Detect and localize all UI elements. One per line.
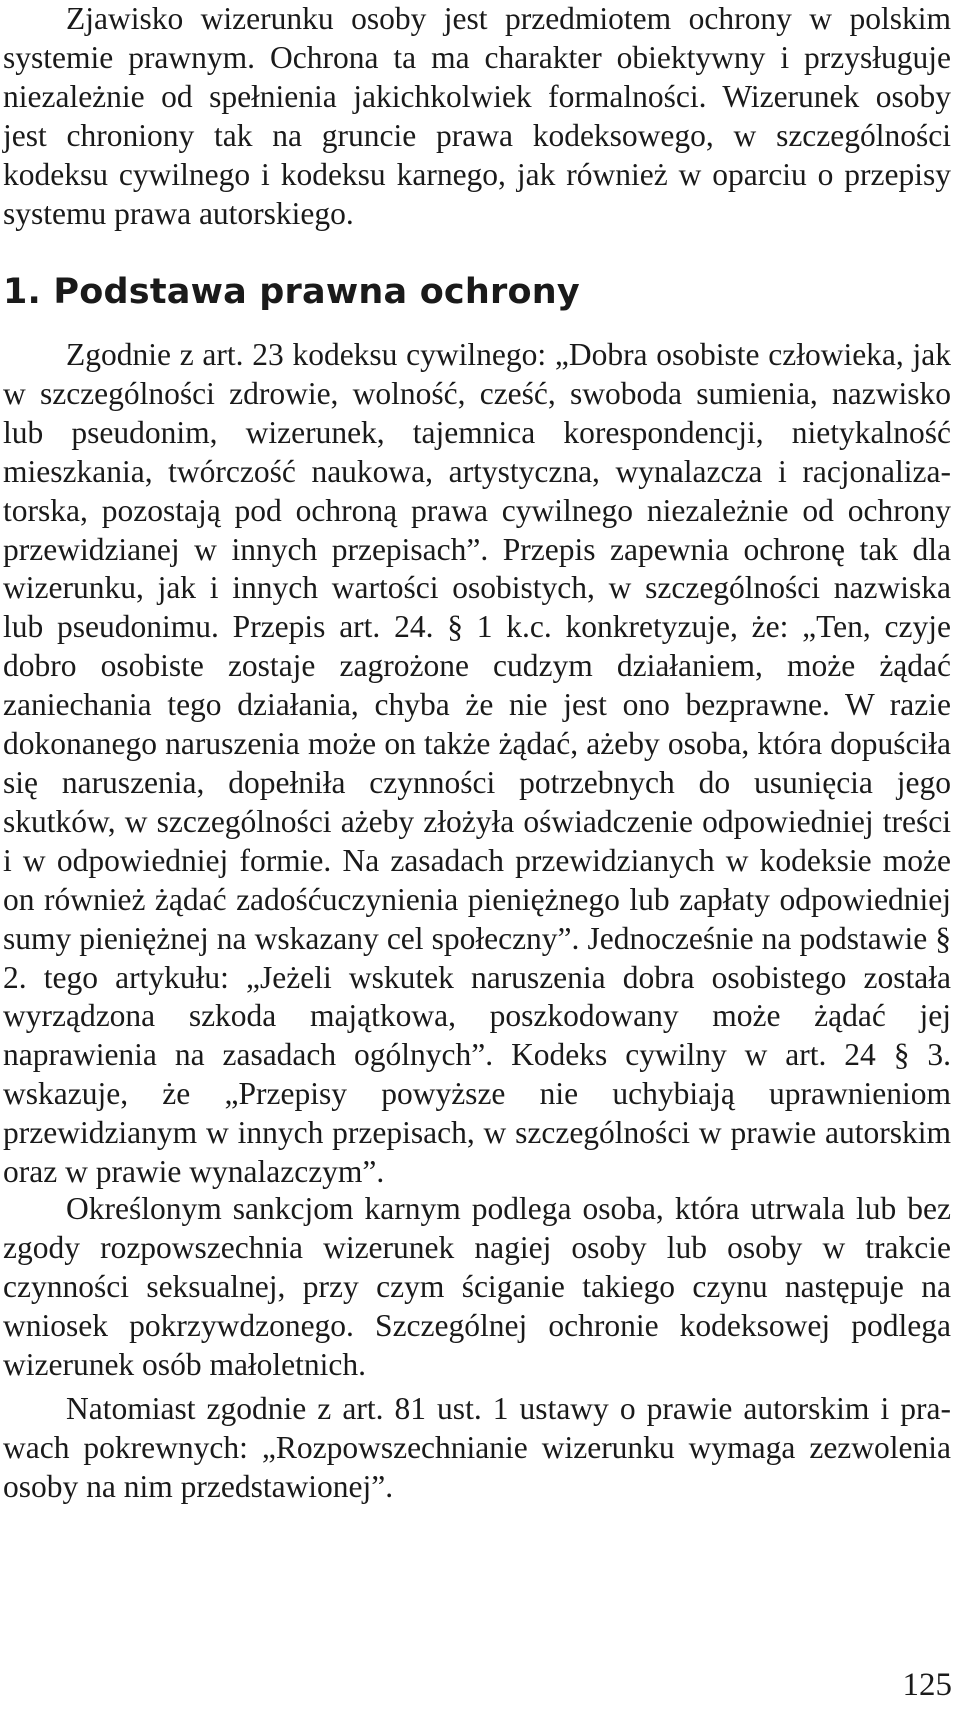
body-paragraph-criminal-sanctions: Określonym sankcjom karnym podlega osoba, która utrwala lub bez zgody rozpowszechnia wizerunek nagiej osoby lub osoby w trakcie czynności seksualnej, przy czym ściganie takiego czynu następuje na wniosek pokrzywdzonego. Szczególnej ochronie kodeksowej podlega wizerunek osób małoletnich. bbox=[3, 1191, 951, 1382]
body-paragraph-civil-code: Zgodnie z art. 23 kodeksu cywilnego: „Dobra osobiste człowieka, jak w szczególności zdrowie, wolność, cześć, swoboda sumienia, nazwisko lub pseudonim, wizerunek, tajemnica korespondencji, nietykalność mieszkania, twórczość naukowa, artystyczna, wynalazcza i racjonalizatorska, pozostają pod ochroną prawa cywilnego niezależnie od ochrony przewidzianej w innych przepisach”. Przepis zapewnia ochronę tak dla wizerunku, jak i innych wartości osobistych, w szczególności nazwiska lub pseudonimu. Przepis art. 24. § 1 k.c. konkretyzuje, że: „Ten, czyje dobro osobiste zostaje zagrożone cudzym działaniem, może żądać zaniechania tego działania, chyba że nie jest ono bezprawne. W razie dokonanego naruszenia może on także żądać, ażeby osoba, która dopuściła się naruszenia, dopełniła czynności potrzebnych do usunięcia jego skutków, w szczególności ażeby złożyła oświadczenie odpowiedniej treści i w odpowiedniej formie. Na zasadach przewidzianych w kodeksie może on również żądać zadośćuczynienia pieniężnego lub zapłaty odpowiedniej sumy pieniężnej na wskazany cel społeczny”. Jednocześnie na podstawie § 2. tego artykułu: „Jeżeli wskutek naruszenia dobra osobistego została wyrządzona szkoda majątkowa, poszkodowany może żądać jej naprawienia na zasadach ogólnych”. Kodeks cywilny w art. 24 § 3. wskazuje, że „Przepisy powyższe nie uchybiają uprawnieniom przewidzianym w innych przepisach, w szczególności w prawie autorskim oraz w prawie wynalazczym”. bbox=[3, 337, 951, 1190]
section-heading: 1. Podstawa prawna ochrony bbox=[3, 272, 580, 312]
page-number: 125 bbox=[902, 1667, 952, 1703]
intro-paragraph: Zjawisko wizerunku osoby jest przedmiotem ochrony w polskim systemie prawnym. Ochrona ta ma charakter obiektywny i przysługuje niezależnie od spełnienia jakichkolwiek formalności. Wizerunek osoby jest chroniony tak na gruncie prawa kodeksowego, w szczególności kodeksu cywilnego i kodeksu karnego, jak również w oparciu o przepisy systemu prawa autorskiego. bbox=[3, 1, 951, 231]
body-paragraph-copyright-law: Natomiast zgodnie z art. 81 ust. 1 ustawy o prawie autorskim i prawach pokrewnych: „Rozpowszechnianie wizerunku wymaga zezwolenia osoby na nim przedstawionej”. bbox=[3, 1391, 951, 1504]
